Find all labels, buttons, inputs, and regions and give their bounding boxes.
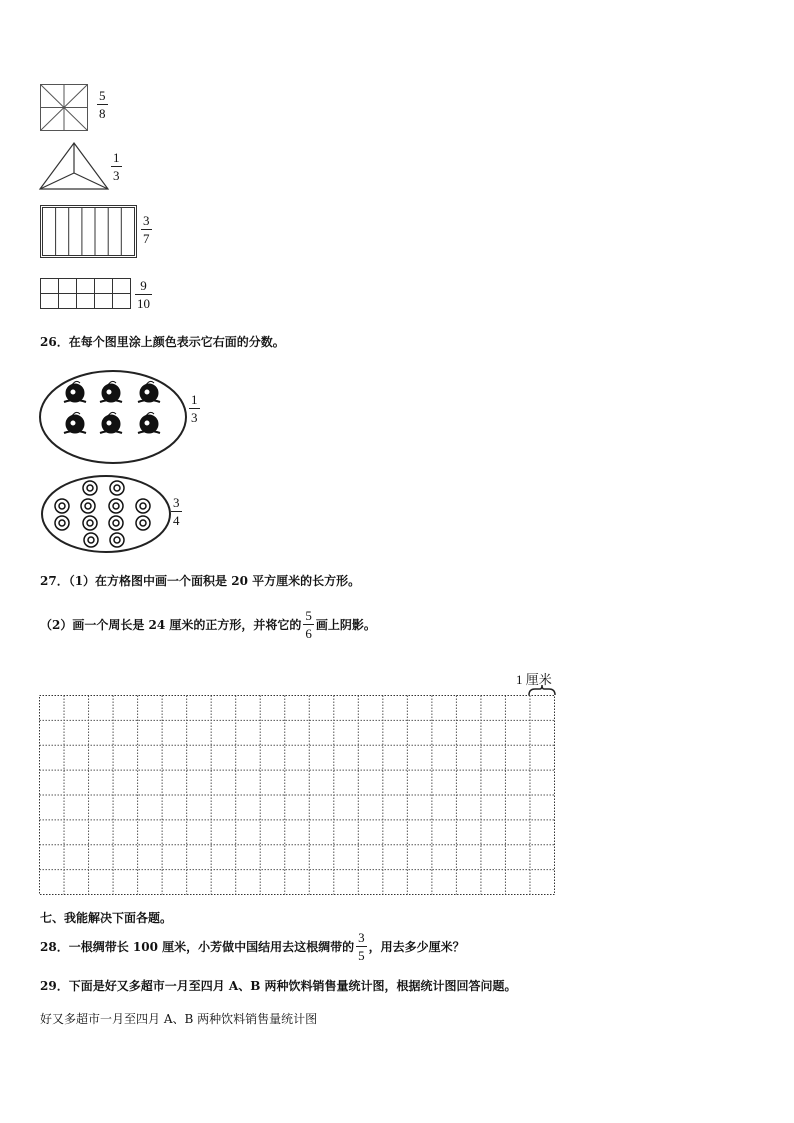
fraction-1-3-triangle: 1 3 (113, 150, 120, 183)
question-26: 26．在每个图里涂上颜色表示它右面的分数。 (40, 335, 285, 349)
question-27-part-1: 27．（1）在方格图中画一个面积是 20 平方厘米的长方形。 (40, 574, 361, 588)
apple-icon (55, 516, 69, 530)
fraction-9-10: 9 10 (137, 278, 150, 311)
apple-icon (55, 499, 69, 513)
apple-icon (83, 516, 97, 530)
peach-set-figure (38, 369, 188, 465)
square-eighths-figure (40, 84, 88, 132)
apple-icon (81, 499, 95, 513)
peach-icon (64, 381, 86, 402)
apple-icon (83, 481, 97, 495)
fraction-5-6: $\frac{5}{6}$ (305, 608, 312, 641)
peach-icon (100, 381, 122, 402)
apple-icon (136, 499, 150, 513)
triangle-thirds-figure (38, 141, 110, 191)
question-27-part-2: （2）画一个周长是 24 厘米的正方形，并将它的 $\frac{5}{6}$ 画上阴影。 (40, 608, 376, 641)
rectangle-tenths-figure (40, 278, 132, 310)
fraction-3-7: 3 7 (143, 213, 150, 246)
apple-icon (136, 516, 150, 530)
question-29: 29．下面是好又多超市一月至四月 A、B 两种饮料销售量统计图，根据统计图回答问题。 (40, 979, 517, 993)
peach-icon (138, 412, 160, 433)
peach-icon (64, 412, 86, 433)
unit-label: 1 厘米 (516, 672, 552, 687)
question-28: 28．一根绸带长 100 厘米，小芳做中国结用去这根绸带的 $\frac{3}{5}$ ，用去多少厘米？ (40, 930, 465, 963)
apple-icon (84, 533, 98, 547)
apple-icon (110, 481, 124, 495)
rectangle-sevenths-figure (40, 205, 138, 259)
apple-set-figure (40, 474, 172, 554)
chart-title: 好又多超市一月至四月 A、B 两种饮料销售量统计图 (40, 1012, 318, 1026)
fraction-5-8: 5 8 (99, 88, 106, 121)
peach-icon (138, 381, 160, 402)
square-grid (39, 695, 556, 896)
peach-icon (100, 412, 122, 433)
section-7-heading: 七、我能解决下面各题。 (40, 911, 173, 925)
fraction-3-4-set: 3 4 (173, 495, 180, 528)
fraction-3-5: $\frac{3}{5}$ (358, 930, 365, 963)
apple-icon (110, 533, 124, 547)
apple-icon (109, 499, 123, 513)
apple-icon (109, 516, 123, 530)
fraction-1-3-set: 1 3 (191, 392, 198, 425)
